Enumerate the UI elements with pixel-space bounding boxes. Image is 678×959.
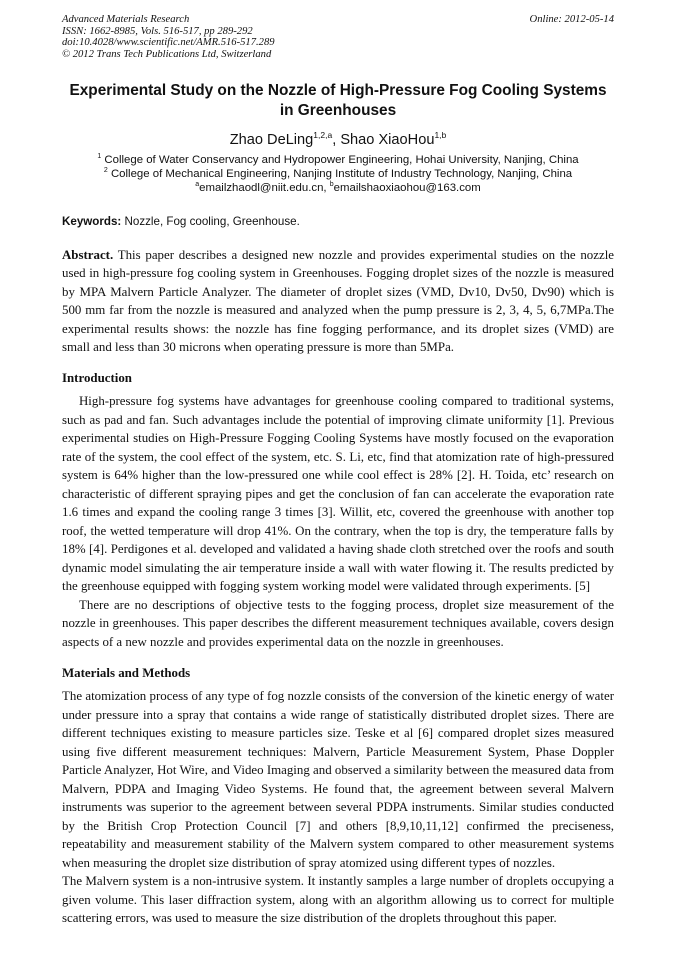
journal-doi: doi:10.4028/www.scientific.net/AMR.516-517.289 bbox=[62, 37, 275, 49]
keywords bbox=[62, 215, 614, 229]
affiliation-marker: 1 bbox=[97, 153, 102, 160]
online-date: Online: 2012-05-14 bbox=[529, 14, 614, 25]
author-name: Shao XiaoHou bbox=[340, 132, 435, 148]
author-affiliation-marker: 1,2,a bbox=[313, 130, 333, 140]
email-address: emailzhaodl@niit.edu.cn bbox=[199, 182, 324, 194]
journal-issn: ISSN: 1662-8985, Vols. 516-517, pp 289-292 bbox=[62, 25, 253, 37]
author-affiliation-marker: 1,b bbox=[434, 130, 447, 140]
paragraph: High-pressure fog systems have advantages for greenhouse cooling compared to traditional systems, such as pad and fan. Such advantages include the potential of improving climate uniformity [1]. Previous experimental studies on High-Pressure Fogging Cooling Systems have mostly focused on the evaporation rate of the system, the cool effect of the system, etc. S. Li, etc, find that atomization rate of high-pressured system is 64% higher than the low-pressured one while cool effect is 28% [2]. H. Toida, etc’ research on characteristic of different spraying pipes and get the conclusion of fan can accelerate the evaporation rate 1.6 times and expand the cooling range 3 times [3]. Willit, etc, covered the greenhouse with another top roof, the wetted temperature will drop 41%. On the contrary, when the top is dry, the temperature falls by 18% [4]. Perdigones et al. developed and validated a having shade cloth stretched over the roofs and south dynamic model simulating the air temperature inside a wall with water flowing it. The results predicted by the greenhouse equipped with fogging system working model were validated through experiments. [5] bbox=[62, 394, 614, 594]
author-name: Zhao DeLing bbox=[229, 132, 314, 148]
paper-page bbox=[62, 14, 614, 928]
section-heading: Introduction bbox=[62, 371, 132, 386]
email-separator: , bbox=[323, 182, 330, 194]
email-list bbox=[62, 181, 614, 195]
section-materials-and-methods bbox=[62, 665, 614, 928]
section-heading: Materials and Methods bbox=[62, 666, 191, 681]
paragraph: The Malvern system is a non-intrusive system. It instantly samples a large number of droplets occupying a given volume. This laser diffraction system, along with an algorithm allowing us to correct for multiple scattering errors, was used to measure the size distribution of the droplets throughout this paper. bbox=[62, 874, 614, 926]
author-separator: , bbox=[332, 132, 341, 148]
email-marker: b bbox=[329, 181, 334, 188]
paper-title: Experimental Study on the Nozzle of High-Pressure Fog Cooling Systems in Greenhouses bbox=[69, 82, 607, 119]
affiliations bbox=[62, 153, 614, 195]
affiliation-marker: 2 bbox=[103, 167, 108, 174]
paragraph: There are no descriptions of objective tests to the fogging process, droplet size measurement of the nozzle in greenhouses. This paper describes the different measurement techniques available, covers design aspects of a new nozzle and provides experimental data on the nozzle in greenhouses. bbox=[62, 597, 614, 649]
journal-info bbox=[62, 14, 275, 60]
section-introduction bbox=[62, 370, 614, 651]
abstract-text: This paper describes a designed new nozzle and provides experimental studies on the nozzle used in high-pressure fog cooling system in Greenhouses. Fogging droplet sizes of the nozzle is measured by MPA Malvern Particle Analyzer. The diameter of droplet sizes (VMD, Dv10, Dv50, Dv90) which is 500 mm far from the nozzle is measured and analyzed when the pump pressure is 2, 3, 4, 5, 6,7MPa.The experimental results shows: the nozzle has fine fogging performance, and its droplet sizes (VMD) are small and less than 30 microns when operating pressure is more than 5MPa. bbox=[62, 248, 614, 355]
keywords-label: Keywords: bbox=[62, 215, 122, 228]
journal-name: Advanced Materials Research bbox=[62, 14, 190, 25]
affiliation-text: College of Water Conservancy and Hydropower Engineering, Hohai University, Nanjing, China bbox=[101, 154, 579, 166]
affiliation bbox=[62, 153, 614, 167]
email-address: emailshaoxiaohou@163.com bbox=[333, 182, 481, 194]
author-list bbox=[62, 131, 614, 149]
abstract-label: Abstract. bbox=[62, 248, 114, 262]
affiliation bbox=[62, 167, 614, 181]
email-marker: a bbox=[195, 181, 200, 188]
journal-header bbox=[62, 14, 614, 66]
journal-copyright: © 2012 Trans Tech Publications Ltd, Switzerland bbox=[62, 48, 272, 60]
paragraph: The atomization process of any type of fog nozzle consists of the conversion of the kinetic energy of water under pressure into a spray that contains a wide range of statistically distributed droplet sizes. There are different techniques existing to measure particles size. Teske et al [6] compared droplet sizes measured using five different measurement techniques: Malvern, Particle Measurement System, Phase Doppler Particle Analyzer, Hot Wire, and Video Imaging and observed a similarity between the measured data from Malvern, PDPA and Imaging Video Systems. He found that, the agreement between several Malvern instruments was superior to the agreement between several PDPA instruments. Similar studies conducted by the British Crop Protection Council [7] and others [8,9,10,11,12] confirmed the preciseness, repeatability and measurement stability of the Malvern system compared to other measurement systems when measuring the droplet size distribution of spray atomized using different types of nozzles. bbox=[62, 689, 614, 870]
affiliation-text: College of Mechanical Engineering, Nanjing Institute of Industry Technology, Nanjing, China bbox=[107, 168, 573, 180]
keywords-text: Nozzle, Fog cooling, Greenhouse. bbox=[121, 215, 300, 228]
abstract bbox=[62, 246, 614, 356]
